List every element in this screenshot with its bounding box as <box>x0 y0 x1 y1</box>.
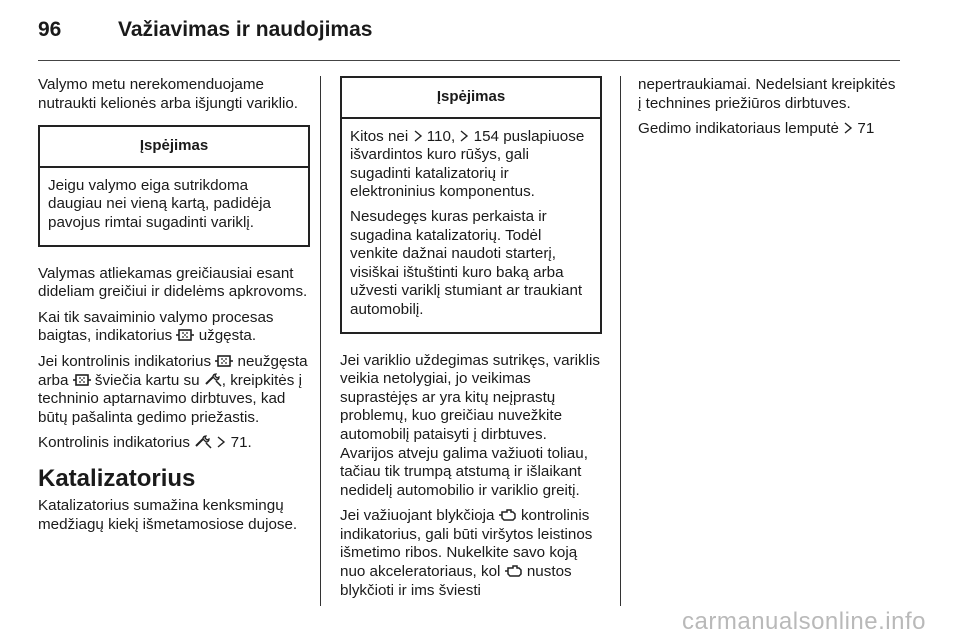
column-2 <box>340 76 602 607</box>
paragraph: Kontrolinis indikatorius 71. <box>38 434 252 452</box>
paragraph: Valymo metu nerekomenduojame nutraukti kelionės arba išjungti variklio. <box>38 76 299 112</box>
warning-box <box>340 76 602 334</box>
paragraph: nepertraukiamai. Nedelsiant kreipkitės į technines priežiūros dirbtuves. <box>638 76 896 112</box>
page-title: Važiavimas ir naudojimas <box>118 18 373 41</box>
engine-check-icon <box>499 508 517 522</box>
diesel-filter-icon <box>73 373 91 387</box>
engine-check-icon <box>505 564 523 578</box>
service-wrench-icon <box>194 435 212 449</box>
watermark: carmanualsonline.info <box>682 608 926 635</box>
paragraph: Jei variklio uždegimas sutrikęs, variklis veikia netolygiai, jo veikimas suprastėjęs ar yra kitų neįprastų problemų, kuo greičiau nuvežkite automobilį pataisyti į dirbtuves. Avarijos atveju galima važiuoti toliau, tačiau tik trumpą atstumą ir išlaikant nedidelį automobilio ir variklio greitį. <box>340 351 600 499</box>
page-reference-arrow-icon[interactable] <box>843 122 853 134</box>
column-1 <box>38 76 310 541</box>
service-wrench-icon <box>204 373 222 387</box>
warning-text: Jeigu valymo eiga sutrikdoma daugiau nei vieną kartą, padidėja pavojus rimtai sugadinti variklį. <box>48 176 271 231</box>
page-reference-arrow-icon[interactable] <box>413 130 423 142</box>
paragraph: Gedimo indikatoriaus lemputė 71 <box>638 120 875 138</box>
page-reference-arrow-icon[interactable] <box>216 436 226 448</box>
paragraph: Katalizatorius sumažina kenksmingų medžiagų kiekį išmetamosiose dujose. <box>38 496 298 533</box>
warning-box <box>38 125 310 246</box>
page-reference-arrow-icon[interactable] <box>459 130 469 142</box>
warning-title: Įspėjimas <box>342 78 600 119</box>
diesel-filter-icon <box>176 328 194 342</box>
section-heading: Katalizatorius <box>38 464 196 492</box>
warning-text: Kitos nei 110, 154 puslapiuose išvardintos kuro rūšys, gali sugadinti katalizatorių ir elektroninius komponentus. <box>350 127 585 201</box>
paragraph: Jei kontrolinis indikatorius neužgęsta arba šviečia kartu su , kreipkitės į techninio aptarnavimo dirbtuves, kad būtų pašalinta gedimo priežastis. <box>38 352 308 426</box>
paragraph: Jei važiuojant blykčioja kontrolinis indikatorius, gali būti viršytos leistinos išmetimo ribos. Nukelkite savo koją nuo akceleratoriaus, kol nustos blykčioti ir ims šviesti <box>340 507 593 599</box>
paragraph: Valymas atliekamas greičiausiai esant dideliam greičiui ir didelėms apkrovoms. <box>38 264 308 301</box>
warning-title: Įspėjimas <box>40 127 308 168</box>
column-divider-left <box>320 76 321 606</box>
header-divider <box>38 60 900 61</box>
column-3 <box>638 76 900 146</box>
warning-text: Nesudegęs kuras perkaista ir sugadina katalizatorių. Todėl venkite dažnai naudoti starterį, visiškai ištuštinti kuro baką arba užvesti variklį stumiant ar traukiant automobilį. <box>350 207 583 318</box>
page-number: 96 <box>38 18 62 41</box>
diesel-filter-icon <box>215 354 233 368</box>
column-divider-right <box>620 76 621 606</box>
paragraph: Kai tik savaiminio valymo procesas baigtas, indikatorius užgęsta. <box>38 308 274 345</box>
